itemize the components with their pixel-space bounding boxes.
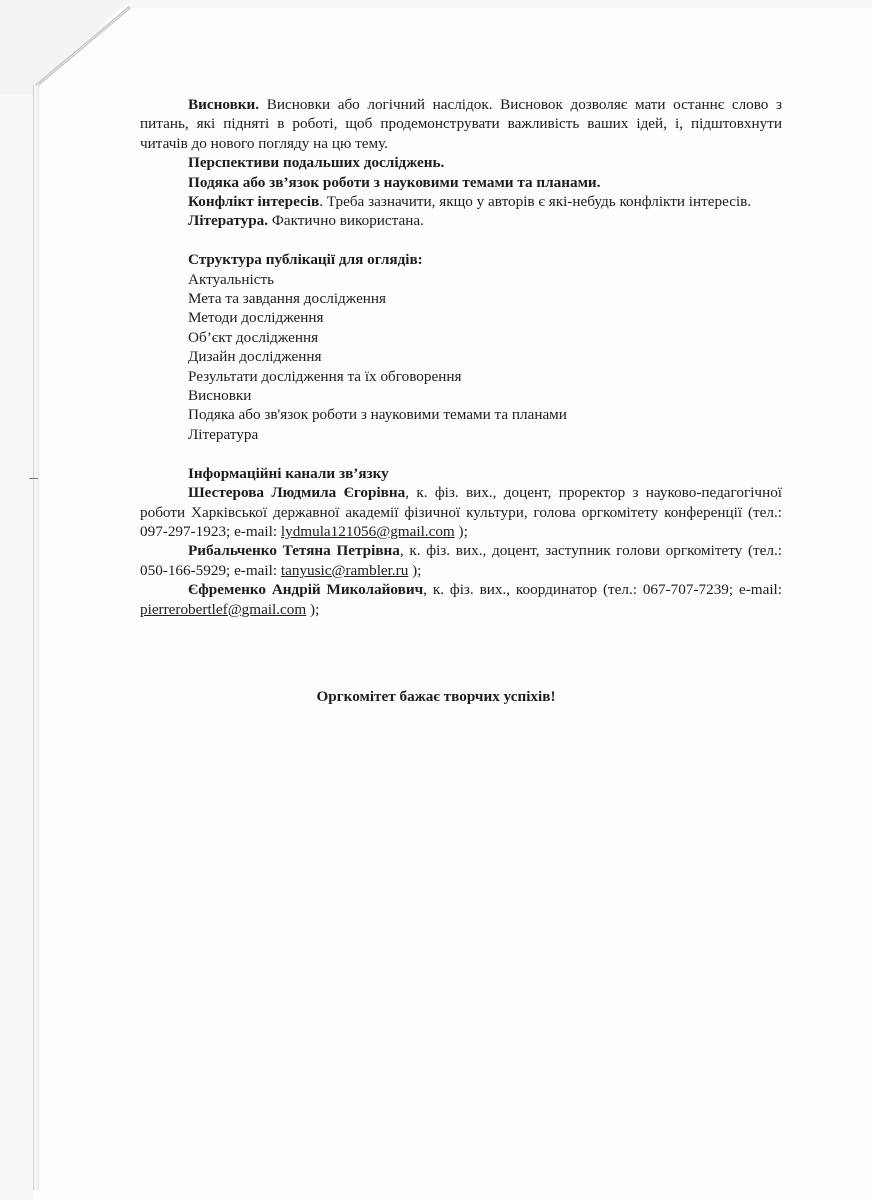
contact-email-link[interactable]: lydmula121056@gmail.com	[280, 522, 455, 540]
spacer	[140, 231, 782, 250]
contact-details: , к. фіз. вих., координатор (тел.: 067-707-7239; e-mail:	[423, 581, 782, 599]
perspectives-heading	[140, 153, 782, 172]
contact-entry	[140, 580, 782, 619]
list-item: Мета та завдання дослідження	[188, 290, 387, 308]
conflict-text: . Треба зазначити, якщо у авторів є які-небудь конфлікти інтересів.	[319, 193, 752, 211]
list-item: Результати дослідження та їх обговорення	[188, 367, 462, 385]
document-body	[140, 95, 782, 619]
list-item: Подяка або зв'язок роботи з науковими темами та планами	[188, 406, 567, 424]
contact-tail: );	[454, 522, 468, 540]
perspectives-label: Перспективи подальших досліджень.	[188, 154, 445, 172]
conflict-heading: Конфлікт інтересів	[188, 193, 320, 211]
review-structure-list	[140, 270, 782, 445]
contact-email-link[interactable]: tanyusic@rambler.ru	[280, 561, 409, 579]
list-item: Дизайн дослідження	[188, 348, 322, 366]
conclusions-text: Висновки або логічний наслідок. Висновок дозволяє мати останнє слово з питань, які підняті в роботі, щоб продемонструвати важливість ваших ідей, і, підштовхнути читачів до нового погляду на цю тему.	[140, 96, 782, 152]
folded-corner	[0, 0, 140, 95]
contact-name: Рибальченко Тетяна Петрівна	[188, 542, 400, 560]
acknowledgement-heading	[140, 173, 782, 192]
literature-text: Фактично використана.	[268, 212, 424, 230]
review-structure-heading	[140, 250, 782, 269]
contact-tail: );	[408, 561, 422, 579]
closing-line: Оргкомітет бажає творчих успіхів!	[316, 688, 556, 705]
list-item: Література	[188, 425, 259, 443]
contact-name: Єфременко Андрій Миколайович	[188, 581, 424, 599]
list-item: Методи дослідження	[188, 309, 324, 327]
spacer	[140, 444, 782, 463]
conflict-paragraph	[140, 192, 782, 211]
review-structure-label: Структура публікації для оглядів:	[188, 251, 423, 269]
page-left-edge	[33, 85, 39, 1190]
contacts-label: Інформаційні канали зв’язку	[188, 464, 389, 482]
conclusions-heading: Висновки.	[188, 96, 260, 113]
contacts-heading	[140, 464, 782, 483]
acknowledgement-label: Подяка або зв’язок роботи з науковими темами та планами.	[188, 173, 601, 191]
contact-details: , к. фіз. вих., доцент, заступник голови оргкомітету (тел.: 050-166-5929; e-mail:	[140, 542, 782, 579]
contact-entry	[140, 541, 782, 580]
contact-name: Шестерова Людмила Єгорівна	[188, 484, 406, 502]
contact-tail: );	[306, 600, 320, 618]
list-item: Висновки	[188, 387, 252, 405]
conclusions-paragraph	[140, 95, 782, 153]
literature-heading: Література.	[188, 212, 269, 230]
contact-details: , к. фіз. вих., доцент, проректор з науково-педагогічної роботи Харківської державної академії фізичної культури, голова оргкомітету конференції (тел.: 097-297-1923; e-mail:	[140, 484, 783, 540]
contact-email-link[interactable]: pierrerobertlef@gmail.com	[140, 600, 307, 618]
list-item: Актуальність	[188, 270, 275, 288]
scan-mark	[29, 478, 38, 479]
list-item: Об’єкт дослідження	[188, 328, 319, 346]
literature-paragraph	[140, 211, 782, 230]
contact-entry	[140, 483, 782, 541]
